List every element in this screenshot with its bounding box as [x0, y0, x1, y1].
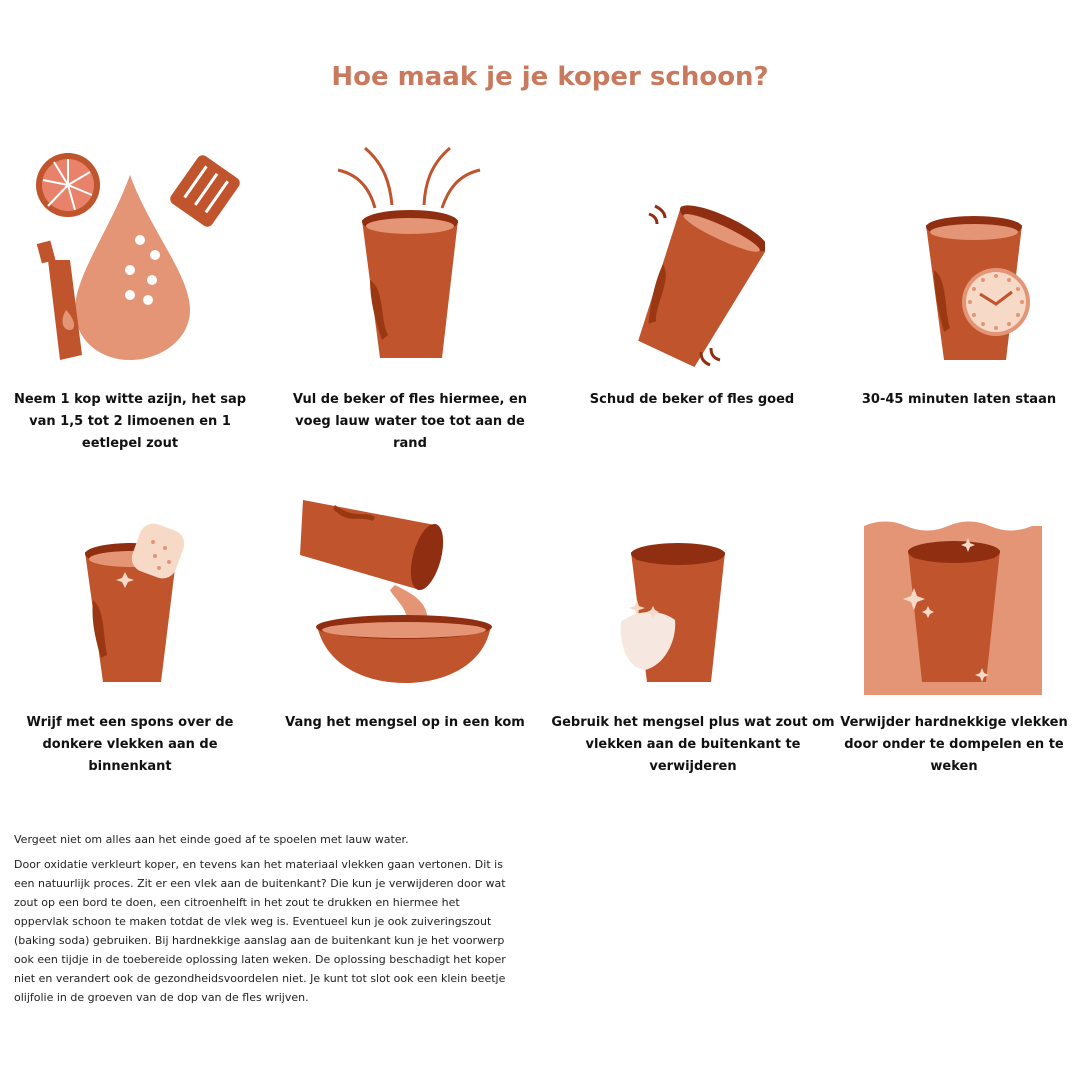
notes-section — [14, 830, 514, 1013]
ingredients-icon — [30, 150, 250, 370]
scrub-outside-icon — [615, 540, 735, 685]
step-6-caption: Vang het mengsel op in een kom — [285, 715, 525, 730]
step-5-caption: Wrijf met een spons over de donkere vlekken aan de binnenkant — [26, 715, 234, 774]
sponge-cup-icon — [75, 520, 205, 690]
step-1-caption: Neem 1 kop witte azijn, het sap van 1,5 tot 2 limoenen en 1 eetlepel zout — [13, 392, 247, 451]
fill-cup-icon — [330, 140, 490, 365]
step-3-caption: Schud de beker of fles goed — [589, 392, 795, 407]
shake-cup-icon — [625, 200, 765, 375]
page-title: Hoe maak je je koper schoon? — [331, 62, 769, 92]
notes-rinse-text: Vergeet niet om alles aan het einde goed af te spoelen met lauw water. — [14, 833, 409, 846]
notes-oxidation-text: Door oxidatie verkleurt koper, en tevens kan het materiaal vlekken gaan vertonen. Dit is een natuurlijk proces. Zit er een vlek aan de buitenkant? Die kun je verwijderen door wat zout op een bord te doen, een citroenhelft in het zout te drukken en hiermee het oppervlak schoon te maken totdat de vlek weg is. Eventueel kun je ook zuiveringszout (baking soda) gebruiken. Bij hardnekkige aanslag aan de buitenkant kun je het voorwerp ook een tijdje in de toebereide oplossing laten weken. De oplossing beschadigt het koper niet en verandert ook de gezondheidsvoordelen niet. Je kunt tot slot ook een klein beetje olijfolie in de groeven van de dop van de fles wrijven. — [14, 858, 506, 1004]
step-8-caption: Verwijder hardnekkige vlekken door onder te dompelen en te weken — [840, 715, 1068, 774]
pour-bowl-icon — [295, 495, 500, 685]
step-7-caption: Gebruik het mengsel plus wat zout om vlekken aan de buitenkant te verwijderen — [551, 715, 835, 774]
soak-cup-icon — [864, 520, 1042, 695]
step-4-caption: 30-45 minuten laten staan — [861, 392, 1057, 407]
step-2-caption: Vul de beker of fles hiermee, en voeg lauw water toe tot aan de rand — [292, 392, 528, 451]
cup-clock-icon — [920, 210, 1040, 365]
